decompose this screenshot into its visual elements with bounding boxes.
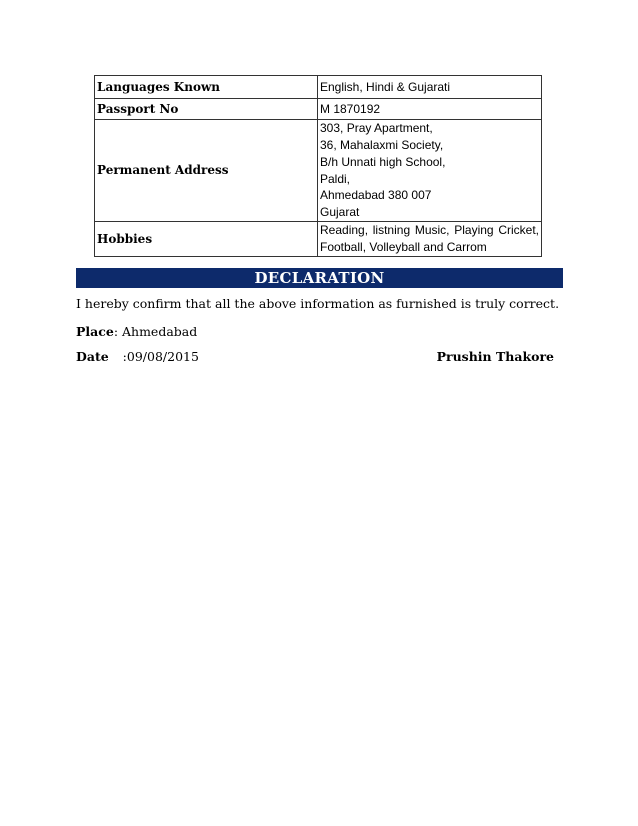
declaration-statement: I hereby confirm that all the above information as furnished is truly correct. <box>76 296 560 311</box>
address-line: Gujarat <box>320 205 360 220</box>
passport-no-value: M 1870192 <box>318 99 542 120</box>
date-value: :09/08/2015 <box>122 349 199 364</box>
personal-details-table <box>94 75 542 257</box>
table-row <box>95 120 542 222</box>
address-line: 36, Mahalaxmi Society, <box>320 137 444 152</box>
address-line: Paldi, <box>320 171 351 186</box>
hobbies-label: Hobbies <box>95 222 318 257</box>
permanent-address-label: Permanent Address <box>95 120 318 222</box>
permanent-address-value <box>318 120 542 222</box>
languages-known-label: Languages Known <box>95 76 318 99</box>
table-row <box>95 222 542 257</box>
signatory-name: Prushin Thakore <box>436 349 554 364</box>
hobbies-value: Reading, listning Music, Playing Cricket, Football, Volleyball and Carrom <box>318 222 542 257</box>
languages-known-value: English, Hindi & Gujarati <box>318 76 542 99</box>
table-row <box>95 76 542 99</box>
address-line: Ahmedabad 380 007 <box>320 188 432 203</box>
place-line <box>76 324 197 339</box>
address-line: 303, Pray Apartment, <box>320 121 433 136</box>
date-label: Date <box>76 349 109 364</box>
declaration-heading: DECLARATION <box>76 268 563 288</box>
place-label: Place <box>76 324 114 339</box>
passport-no-label: Passport No <box>95 99 318 120</box>
address-line: B/h Unnati high School, <box>320 154 446 169</box>
table-row <box>95 99 542 120</box>
place-value: : Ahmedabad <box>113 324 198 339</box>
date-line <box>76 349 199 364</box>
